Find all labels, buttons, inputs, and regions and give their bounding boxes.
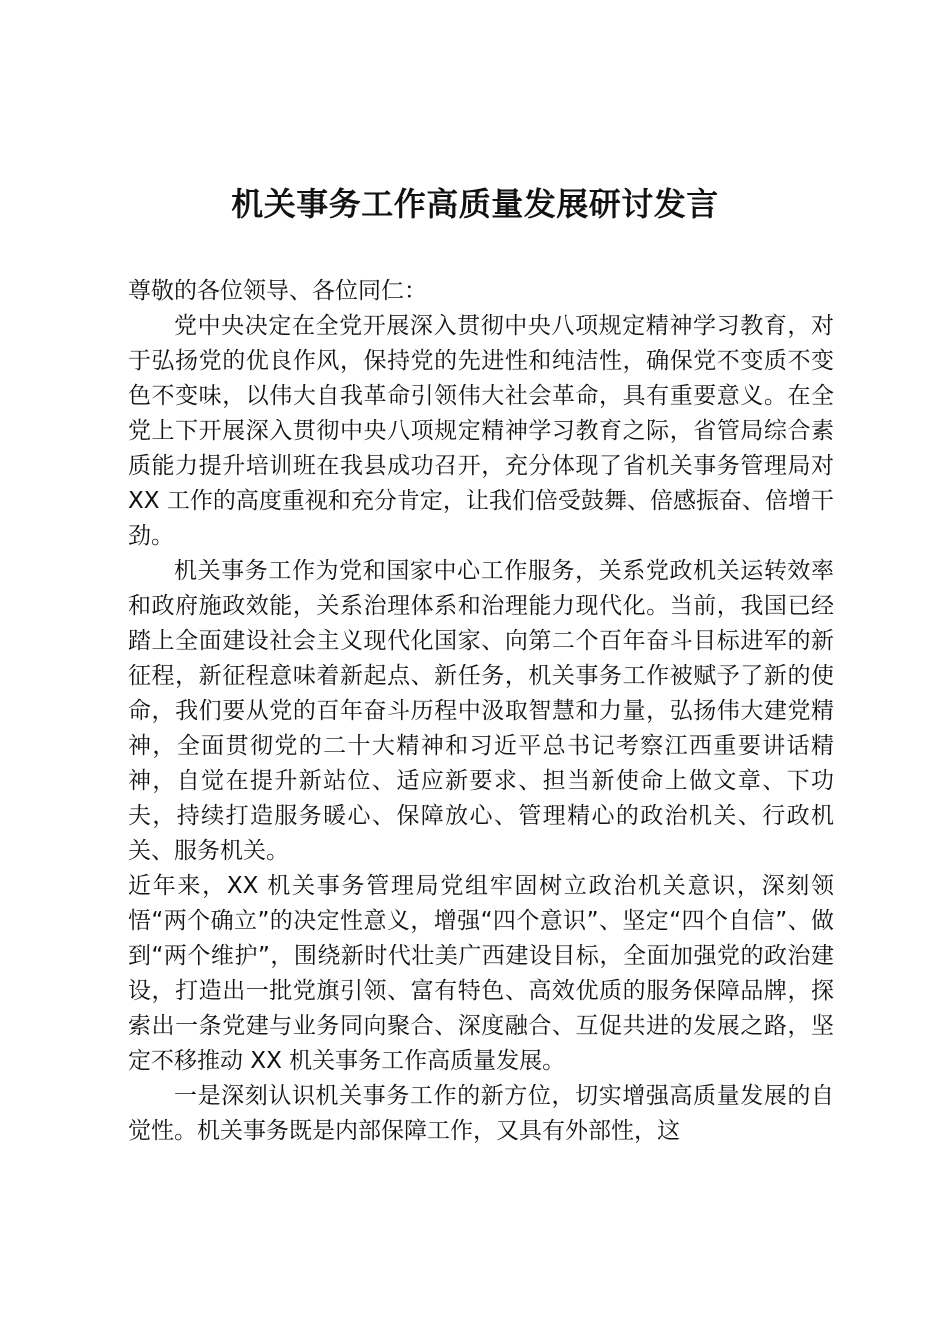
paragraph-4: 一是深刻认识机关事务工作的新方位，切实增强高质量发展的自觉性。机关事务既是内部保障工作，又具有外部性，这 <box>128 1083 834 1144</box>
page-title: 机关事务工作高质量发展研讨发言 <box>231 185 719 223</box>
document-body <box>128 274 834 1149</box>
paragraph-3: 近年来，XX 机关事务管理局党组牢固树立政治机关意识，深刻领悟“两个确立”的决定性意义，增强“四个意识”、坚定“四个自信”、做到“两个维护”，围绕新时代壮美广西建设目标，全面加强党的政治建设，打造出一批党旗引领、富有特色、高效优质的服务保障品牌，探索出一条党建与业务同向聚合、深度融合、互促共进的发展之路，坚定不移推动 XX 机关事务工作高质量发展。 <box>128 873 834 1074</box>
paragraph-1: 党中央决定在全党开展深入贯彻中央八项规定精神学习教育，对于弘扬党的优良作风，保持党的先进性和纯洁性，确保党不变质不变色不变味，以伟大自我革命引领伟大社会革命，具有重要意义。在全党上下开展深入贯彻中央八项规定精神学习教育之际，省管局综合素质能力提升培训班在我县成功召开，充分体现了省机关事务管理局对 XX 工作的高度重视和充分肯定，让我们倍受鼓舞、倍感振奋、倍增干劲。 <box>128 313 834 549</box>
salutation: 尊敬的各位领导、各位同仁： <box>128 278 427 304</box>
paragraph-2: 机关事务工作为党和国家中心工作服务，关系党政机关运转效率和政府施政效能，关系治理体系和治理能力现代化。当前，我国已经踏上全面建设社会主义现代化国家、向第二个百年奋斗目标进军的新征程，新征程意味着新起点、新任务，机关事务工作被赋予了新的使命，我们要从党的百年奋斗历程中汲取智慧和力量，弘扬伟大建党精神，全面贯彻党的二十大精神和习近平总书记考察江西重要讲话精神，自觉在提升新站位、适应新要求、担当新使命上做文章、下功夫，持续打造服务暖心、保障放心、管理精心的政治机关、行政机关、服务机关。 <box>128 558 834 864</box>
